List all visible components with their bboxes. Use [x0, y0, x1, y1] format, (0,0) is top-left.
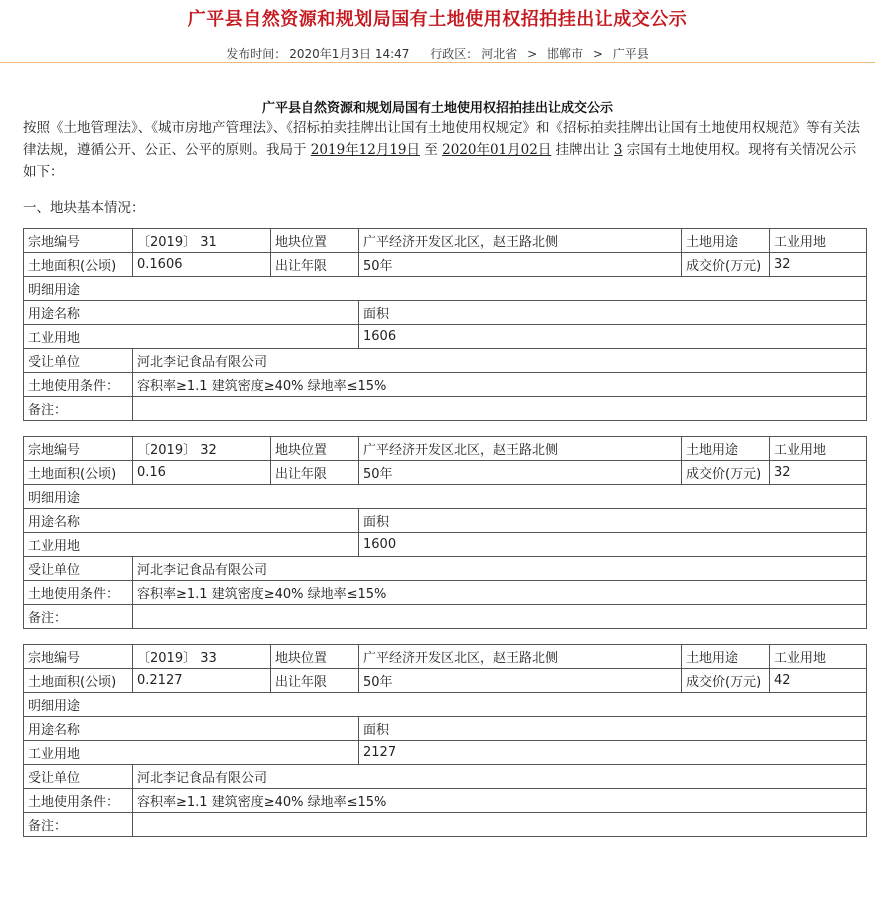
- location-label: 地块位置: [271, 437, 359, 461]
- use-name-label: 用途名称: [24, 509, 359, 533]
- intro-text: 宗国有土地使用权。现将有关情况公示如下：: [23, 142, 857, 180]
- area-label: 土地面积(公顷): [24, 461, 133, 485]
- remark: [133, 605, 867, 629]
- land-use-label: 土地用途: [682, 229, 770, 253]
- table-row: [24, 533, 867, 557]
- region-city-link[interactable]: 邯郸市: [547, 47, 584, 61]
- remark-label: 备注：: [24, 397, 133, 421]
- detail-use-label: 明细用途: [24, 693, 867, 717]
- area: 0.2127: [133, 669, 271, 693]
- buyer-label: 受让单位: [24, 765, 133, 789]
- use-area-label: 面积: [359, 509, 867, 533]
- area-label: 土地面积(公顷): [24, 669, 133, 693]
- price: 32: [770, 253, 867, 277]
- page-title: 广平县自然资源和规划局国有土地使用权招拍挂出让成交公示: [187, 9, 688, 30]
- land-use-label: 土地用途: [682, 437, 770, 461]
- land-use: 工业用地: [770, 437, 867, 461]
- table-row: [24, 325, 867, 349]
- location-label: 地块位置: [271, 645, 359, 669]
- table-row: [24, 301, 867, 325]
- use-area: 1606: [359, 325, 867, 349]
- publish-meta: [0, 45, 875, 62]
- price-label: 成交价(万元): [682, 253, 770, 277]
- land-use: 工业用地: [770, 229, 867, 253]
- region-county-link[interactable]: 广平县: [612, 47, 649, 61]
- term: 50年: [359, 461, 682, 485]
- start-date: 2019年12月19日: [310, 142, 421, 158]
- parcel-no-label: 宗地编号: [24, 437, 133, 461]
- table-row: [24, 789, 867, 813]
- parcel-no: 〔2019〕 32: [133, 437, 271, 461]
- table-row: [24, 509, 867, 533]
- parcel-no: 〔2019〕 31: [133, 229, 271, 253]
- area: 0.1606: [133, 253, 271, 277]
- conditions: 容积率≥1.1 建筑密度≥40% 绿地率≤15%: [133, 581, 867, 605]
- price: 32: [770, 461, 867, 485]
- parcel-no-label: 宗地编号: [24, 645, 133, 669]
- buyer: 河北李记食品有限公司: [133, 349, 867, 373]
- use-area: 1600: [359, 533, 867, 557]
- use-name: 工业用地: [24, 533, 359, 557]
- conditions-label: 土地使用条件：: [24, 373, 133, 397]
- use-name-label: 用途名称: [24, 301, 359, 325]
- table-row: [24, 669, 867, 693]
- location: 广平经济开发区北区，赵王路北侧: [359, 437, 682, 461]
- intro-text: 按照《土地管理法》、《城市房地产管理法》、《招标拍卖挂牌出让国有土地使用权规定》和《招标拍卖挂牌出让国有土地使用权规范》等有关法律法规，遵循公开、公正、公平的原则。我局于: [23, 120, 860, 158]
- table-row: [24, 253, 867, 277]
- parcel-count: 3: [613, 142, 623, 158]
- table-row: [24, 437, 867, 461]
- intro-paragraph: [0, 117, 875, 183]
- term-label: 出让年限: [271, 669, 359, 693]
- remark-label: 备注：: [24, 605, 133, 629]
- conditions-label: 土地使用条件：: [24, 789, 133, 813]
- price-label: 成交价(万元): [682, 461, 770, 485]
- term-label: 出让年限: [271, 253, 359, 277]
- parcel-no: 〔2019〕 33: [133, 645, 271, 669]
- table-row: [24, 765, 867, 789]
- table-row: [24, 645, 867, 669]
- detail-use-label: 明细用途: [24, 485, 867, 509]
- buyer: 河北李记食品有限公司: [133, 557, 867, 581]
- land-use-label: 土地用途: [682, 645, 770, 669]
- table-row: [24, 373, 867, 397]
- table-row: [24, 717, 867, 741]
- remark: [133, 397, 867, 421]
- table-row: [24, 693, 867, 717]
- breadcrumb-separator: >: [527, 47, 538, 61]
- table-row: [24, 461, 867, 485]
- term-label: 出让年限: [271, 461, 359, 485]
- term: 50年: [359, 253, 682, 277]
- term: 50年: [359, 669, 682, 693]
- conditions: 容积率≥1.1 建筑密度≥40% 绿地率≤15%: [133, 789, 867, 813]
- region-label: 行政区：: [430, 47, 479, 61]
- page-header: [0, 0, 875, 63]
- area: 0.16: [133, 461, 271, 485]
- parcel-table: [23, 436, 867, 629]
- area-label: 土地面积(公顷): [24, 253, 133, 277]
- table-row: [24, 581, 867, 605]
- table-row: [24, 605, 867, 629]
- conditions-label: 土地使用条件：: [24, 581, 133, 605]
- use-area-label: 面积: [359, 717, 867, 741]
- buyer-label: 受让单位: [24, 557, 133, 581]
- parcel-table: [23, 228, 867, 421]
- location-label: 地块位置: [271, 229, 359, 253]
- table-row: [24, 277, 867, 301]
- table-row: [24, 349, 867, 373]
- conditions: 容积率≥1.1 建筑密度≥40% 绿地率≤15%: [133, 373, 867, 397]
- location: 广平经济开发区北区，赵王路北侧: [359, 645, 682, 669]
- article-subtitle: 广平县自然资源和规划局国有土地使用权招拍挂出让成交公示: [261, 101, 613, 116]
- intro-text: 挂牌出让: [551, 142, 614, 158]
- use-name: 工业用地: [24, 741, 359, 765]
- use-name-label: 用途名称: [24, 717, 359, 741]
- use-area: 2127: [359, 741, 867, 765]
- table-row: [24, 557, 867, 581]
- table-row: [24, 229, 867, 253]
- remark: [133, 813, 867, 837]
- end-date: 2020年01月02日: [442, 142, 552, 158]
- region-province-link[interactable]: 河北省: [481, 47, 518, 61]
- parcel-table: [23, 644, 867, 837]
- land-use: 工业用地: [770, 645, 867, 669]
- detail-use-label: 明细用途: [24, 277, 867, 301]
- location: 广平经济开发区北区，赵王路北侧: [359, 229, 682, 253]
- publish-time: 2020年1月3日 14:47: [289, 47, 410, 61]
- parcel-no-label: 宗地编号: [24, 229, 133, 253]
- buyer-label: 受让单位: [24, 349, 133, 373]
- publish-label: 发布时间：: [226, 47, 287, 61]
- table-row: [24, 485, 867, 509]
- remark-label: 备注：: [24, 813, 133, 837]
- buyer: 河北李记食品有限公司: [133, 765, 867, 789]
- section-title: 一、地块基本情况：: [23, 200, 145, 216]
- intro-text: 至: [420, 142, 443, 158]
- parcel-tables: [0, 228, 875, 837]
- use-name: 工业用地: [24, 325, 359, 349]
- table-row: [24, 813, 867, 837]
- use-area-label: 面积: [359, 301, 867, 325]
- table-row: [24, 397, 867, 421]
- breadcrumb-separator: >: [592, 47, 603, 61]
- price-label: 成交价(万元): [682, 669, 770, 693]
- table-row: [24, 741, 867, 765]
- price: 42: [770, 669, 867, 693]
